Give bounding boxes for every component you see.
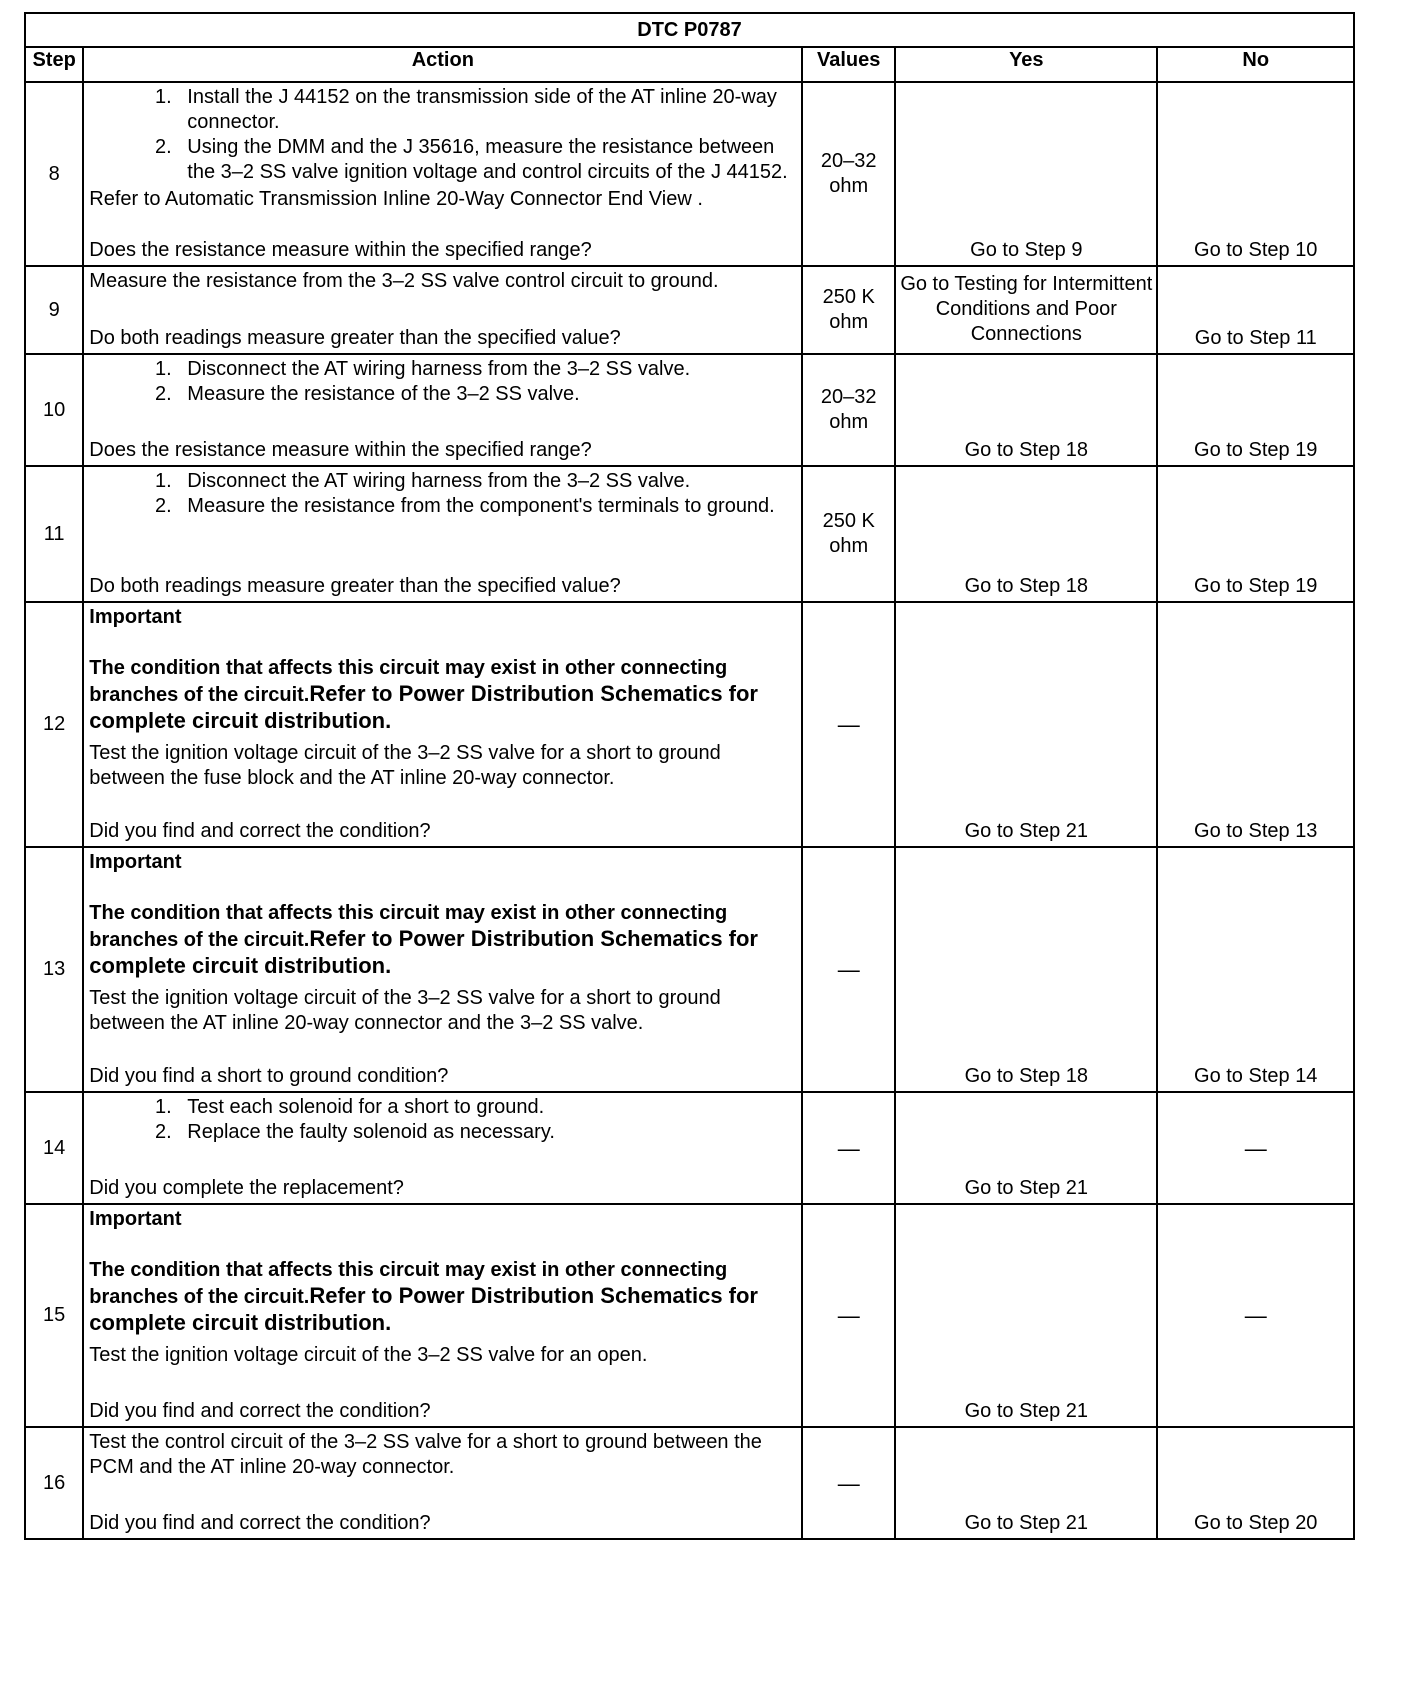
caution-text <box>89 901 797 980</box>
no-cell: — <box>1157 1204 1354 1427</box>
yes-cell: Go to Step 21 <box>895 1092 1157 1204</box>
action-question: Did you find a short to ground condition? <box>89 1065 449 1087</box>
header-no: No <box>1157 47 1354 82</box>
yes-cell: Go to Step 18 <box>895 847 1157 1092</box>
action-cell <box>83 82 802 266</box>
action-question: Did you complete the replacement? <box>89 1177 404 1199</box>
action-question: Do both readings measure greater than the specified value? <box>89 575 621 597</box>
header-values: Values <box>802 47 895 82</box>
step-number: 13 <box>25 847 83 1092</box>
no-cell: Go to Step 19 <box>1157 354 1354 466</box>
caution-part-b: Refer to Power Distribution Schematics for complete circuit distribution. <box>89 926 758 978</box>
action-question: Do both readings measure greater than the specified value? <box>89 327 621 349</box>
yes-cell: Go to Step 21 <box>895 1204 1157 1427</box>
important-heading: Important <box>89 606 182 628</box>
yes-cell: Go to Step 18 <box>895 354 1157 466</box>
value-cell: 250 K ohm <box>802 466 895 602</box>
no-cell: Go to Step 11 <box>1157 266 1354 354</box>
step-number: 12 <box>25 602 83 847</box>
step-number: 9 <box>25 266 83 354</box>
header-row <box>25 47 1354 82</box>
yes-cell: Go to Step 9 <box>895 82 1157 266</box>
table-row <box>25 1204 1354 1427</box>
action-text: Measure the resistance from the 3–2 SS valve control circuit to ground. <box>89 270 719 292</box>
action-item: 1. Disconnect the AT wiring harness from the 3–2 SS valve. <box>177 469 797 494</box>
action-cell <box>83 602 802 847</box>
value-cell: — <box>802 1092 895 1204</box>
step-number: 15 <box>25 1204 83 1427</box>
header-step: Step <box>25 47 83 82</box>
table-row <box>25 466 1354 602</box>
action-cell <box>83 466 802 602</box>
action-item: 1. Test each solenoid for a short to ground. <box>177 1095 797 1120</box>
action-question: Did you find and correct the condition? <box>89 1512 431 1534</box>
action-cell <box>83 1092 802 1204</box>
no-cell: Go to Step 14 <box>1157 847 1354 1092</box>
action-cell <box>83 847 802 1092</box>
no-cell: — <box>1157 1092 1354 1204</box>
caution-part-b: Refer to Power Distribution Schematics for complete circuit distribution. <box>89 1283 758 1335</box>
yes-cell: Go to Testing for Intermittent Conditions and Poor Connections <box>895 266 1157 354</box>
action-question: Does the resistance measure within the specified range? <box>89 239 592 261</box>
value-cell: — <box>802 602 895 847</box>
no-cell: Go to Step 13 <box>1157 602 1354 847</box>
action-item: 2. Using the DMM and the J 35616, measure the resistance between the 3–2 SS valve ignition voltage and control circuits of the J 44152. <box>177 135 797 185</box>
table-row <box>25 1427 1354 1539</box>
action-question: Did you find and correct the condition? <box>89 820 431 842</box>
caution-part-b: Refer to Power Distribution Schematics for complete circuit distribution. <box>89 681 758 733</box>
value-cell: — <box>802 1427 895 1539</box>
caution-text <box>89 1258 797 1337</box>
action-cell <box>83 266 802 354</box>
step-number: 8 <box>25 82 83 266</box>
caution-text <box>89 656 797 735</box>
action-text: Test the control circuit of the 3–2 SS valve for a short to ground between the PCM and the AT inline 20-way connector. <box>89 1431 762 1478</box>
action-text: Test the ignition voltage circuit of the 3–2 SS valve for a short to ground between the fuse block and the AT inline 20-way connector. <box>89 742 721 789</box>
step-number: 10 <box>25 354 83 466</box>
table-row <box>25 354 1354 466</box>
action-item: 2. Replace the faulty solenoid as necessary. <box>177 1120 797 1145</box>
no-cell: Go to Step 20 <box>1157 1427 1354 1539</box>
action-item: 2. Measure the resistance of the 3–2 SS valve. <box>177 382 797 407</box>
value-cell: 250 K ohm <box>802 266 895 354</box>
value-cell: — <box>802 1204 895 1427</box>
table-row <box>25 602 1354 847</box>
caution-part-a: The condition that affects this circuit may exist in other connecting branches of the circuit. <box>89 657 728 706</box>
action-item: 2. Measure the resistance from the component's terminals to ground. <box>177 494 797 519</box>
step-number: 16 <box>25 1427 83 1539</box>
caution-part-a: The condition that affects this circuit may exist in other connecting branches of the circuit. <box>89 902 728 951</box>
action-item: 1. Disconnect the AT wiring harness from the 3–2 SS valve. <box>177 357 797 382</box>
yes-cell: Go to Step 18 <box>895 466 1157 602</box>
step-number: 11 <box>25 466 83 602</box>
dtc-table <box>24 12 1355 1540</box>
table-row <box>25 82 1354 266</box>
action-item: 1. Install the J 44152 on the transmission side of the AT inline 20-way connector. <box>177 85 797 135</box>
value-cell: — <box>802 847 895 1092</box>
action-question: Did you find and correct the condition? <box>89 1400 431 1422</box>
no-cell: Go to Step 10 <box>1157 82 1354 266</box>
header-yes: Yes <box>895 47 1157 82</box>
value-cell: 20–32 ohm <box>802 82 895 266</box>
important-heading: Important <box>89 851 182 873</box>
action-text: Test the ignition voltage circuit of the 3–2 SS valve for an open. <box>89 1344 648 1366</box>
action-text: Test the ignition voltage circuit of the 3–2 SS valve for a short to ground between the AT inline 20-way connector and the 3–2 SS valve. <box>89 987 721 1034</box>
table-row <box>25 847 1354 1092</box>
no-cell: Go to Step 19 <box>1157 466 1354 602</box>
caution-part-a: The condition that affects this circuit may exist in other connecting branches of the circuit. <box>89 1259 728 1308</box>
yes-cell: Go to Step 21 <box>895 602 1157 847</box>
step-number: 14 <box>25 1092 83 1204</box>
table-row <box>25 266 1354 354</box>
important-heading: Important <box>89 1208 182 1230</box>
action-cell <box>83 354 802 466</box>
action-note: Refer to Automatic Transmission Inline 20-Way Connector End View . <box>89 188 703 210</box>
value-cell: 20–32 ohm <box>802 354 895 466</box>
table-row <box>25 1092 1354 1204</box>
action-cell <box>83 1204 802 1427</box>
action-cell <box>83 1427 802 1539</box>
yes-cell: Go to Step 21 <box>895 1427 1157 1539</box>
table-title: DTC P0787 <box>25 13 1354 47</box>
action-question: Does the resistance measure within the specified range? <box>89 439 592 461</box>
header-action: Action <box>83 47 802 82</box>
